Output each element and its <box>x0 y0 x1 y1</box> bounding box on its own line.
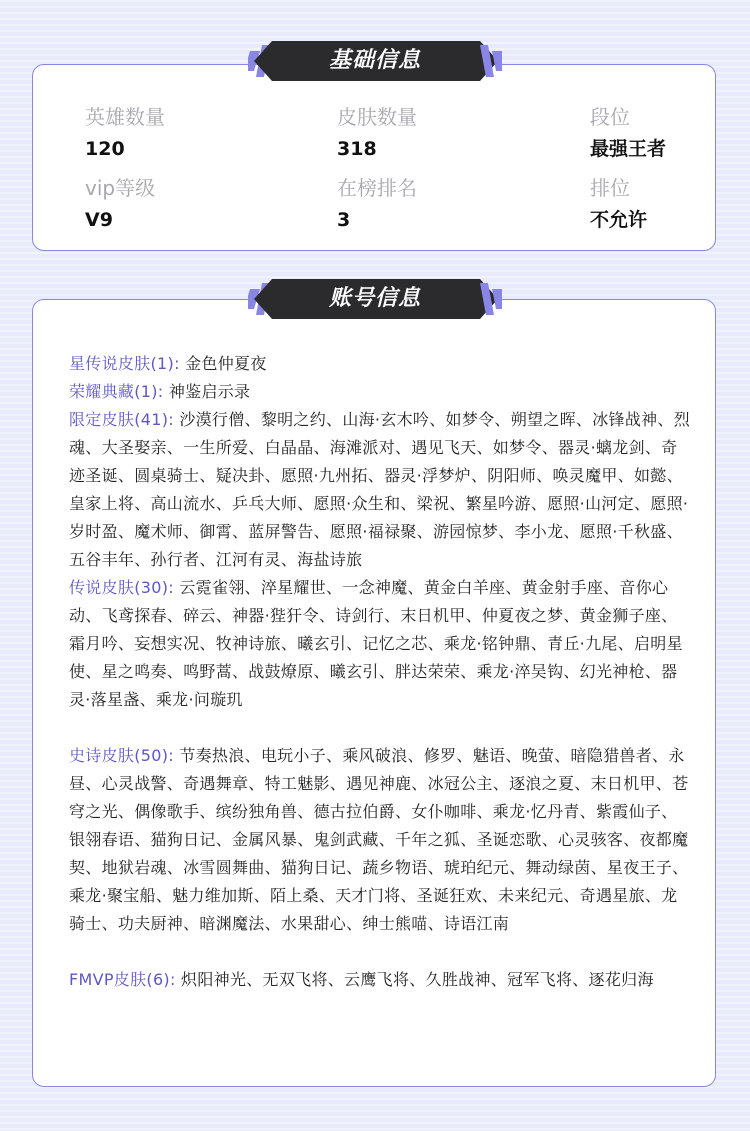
stat-vip <box>85 176 155 232</box>
entry-limited <box>69 406 693 574</box>
hero-count-value: 120 <box>85 138 125 160</box>
stat-hero-count <box>85 105 165 161</box>
entry-glory-collection <box>69 378 693 406</box>
entry-gap <box>69 714 693 742</box>
entry-fmvp <box>69 966 693 994</box>
entry-legend <box>69 574 693 714</box>
account-info-card <box>32 299 716 1087</box>
rank-label: 段位 <box>590 105 630 129</box>
stat-position <box>590 176 647 232</box>
stat-rank <box>590 105 666 161</box>
entry-skins: 金色仲夏夜 <box>185 354 267 373</box>
entry-category: 史诗皮肤(50): <box>69 746 174 765</box>
entry-skins: 神鉴启示录 <box>168 382 251 401</box>
entry-category: 荣耀典藏(1): <box>69 382 164 401</box>
entry-category: 星传说皮肤(1): <box>69 354 180 373</box>
entry-skins: 沙漠行僧、黎明之约、山海·玄木吟、如梦令、朔望之晖、冰锋战神、烈魂、大圣娶亲、一生所爱、白晶晶、海滩派对、遇见飞天、如梦令、器灵·螭龙剑、奇迹圣诞、圆桌骑士、疑决卦、愿照·九州拓、器灵·浮梦炉、阴阳师、唤灵魔甲、如懿、皇家上将、高山流水、乒乓大师、愿照·众生和、梁祝、繁星吟游、愿照·山河定、愿照·岁时盈、魔术师、御霄、蓝屏警告、愿照·福禄聚、游园惊梦、李小龙、愿照·千秋盛、五谷丰年、孙行者、江河有灵、海盐诗旅 <box>69 410 691 569</box>
vip-value: V9 <box>85 209 113 231</box>
vip-label: vip等级 <box>85 176 156 200</box>
entry-category: FMVP皮肤(6): <box>69 970 176 989</box>
skin-count-value: 318 <box>337 138 377 160</box>
skin-count-label: 皮肤数量 <box>337 105 417 129</box>
basic-info-card <box>32 64 716 251</box>
entry-gap <box>69 938 693 966</box>
hero-count-label: 英雄数量 <box>85 105 165 129</box>
basic-info-title: 基础信息 <box>328 48 421 73</box>
entry-category: 限定皮肤(41): <box>69 410 174 429</box>
account-info-banner <box>248 275 502 323</box>
rank-value: 最强王者 <box>590 138 667 160</box>
position-label: 排位 <box>590 176 630 200</box>
leaderboard-value: 3 <box>337 209 351 231</box>
entry-category: 传说皮肤(30): <box>69 578 174 597</box>
account-info-title: 账号信息 <box>328 286 421 311</box>
entry-skins: 炽阳神光、无双飞将、云鹰飞将、久胜战神、冠军飞将、逐花归海 <box>181 970 654 989</box>
entry-skins: 节奏热浪、电玩小子、乘风破浪、修罗、魅语、晚萤、暗隐猎兽者、永昼、心灵战警、奇遇舞章、特工魅影、遇见神鹿、冰冠公主、逐浪之夏、末日机甲、苍穹之光、偶像歌手、缤纷独角兽、德古拉伯爵、女仆咖啡、乘龙·忆丹青、紫霞仙子、银翎春语、猫狗日记、金属风暴、鬼剑武藏、千年之狐、圣诞恋歌、心灵骇客、夜都魔契、地狱岩魂、冰雪圆舞曲、猫狗日记、蔬乡物语、琥珀纪元、舞动绿茵、星夜王子、乘龙·聚宝船、魅力维加斯、陌上桑、天才门将、圣诞狂欢、未来纪元、奇遇星旅、龙骑士、功夫厨神、暗渊魔法、水果甜心、绅士熊喵、诗语江南 <box>69 746 689 933</box>
entry-skins: 云霓雀翎、淬星耀世、一念神魔、黄金白羊座、黄金射手座、音你心动、飞鸢探春、碎云、神器·狴犴令、诗剑行、末日机甲、仲夏夜之梦、黄金狮子座、霜月吟、妄想实况、牧神诗旅、曦玄引、记忆之芯、乘龙·铭钟鼎、青丘·九尾、启明星使、星之鸣奏、鸣野蒿、战鼓燎原、曦玄引、胖达荣荣、乘龙·淬吴钩、幻光神枪、器灵·落星盏、乘龙·问璇玑 <box>69 578 683 709</box>
stat-skin-count <box>337 105 417 161</box>
basic-info-banner <box>248 37 502 85</box>
leaderboard-label: 在榜排名 <box>337 176 417 200</box>
entry-star-legend <box>69 350 693 378</box>
account-entries <box>69 350 693 994</box>
stat-leaderboard <box>337 176 417 232</box>
entry-epic <box>69 742 693 938</box>
position-value: 不允许 <box>590 209 648 231</box>
